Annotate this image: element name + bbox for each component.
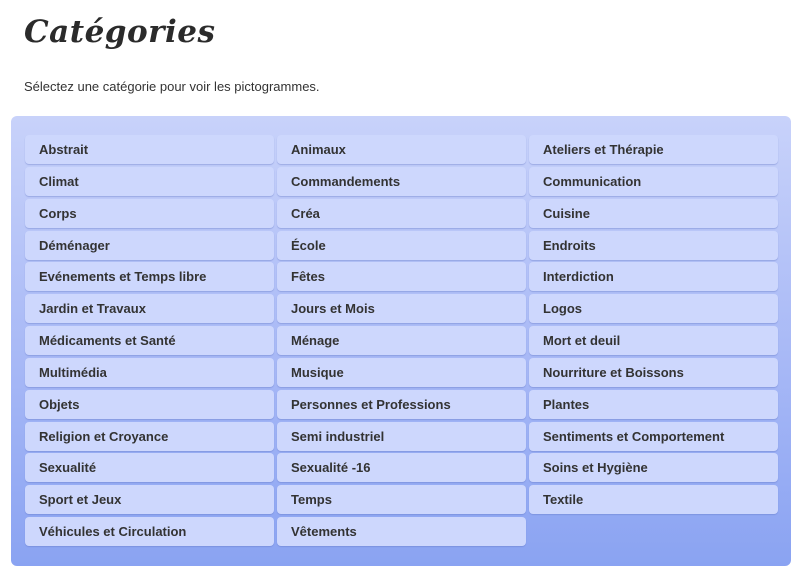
category-button-commandements[interactable]: Commandements (277, 167, 526, 196)
category-button-soins-hygiene[interactable]: Soins et Hygiène (529, 453, 778, 482)
category-button-musique[interactable]: Musique (277, 358, 526, 387)
category-button-sentiments-comportement[interactable]: Sentiments et Comportement (529, 422, 778, 451)
category-button-menage[interactable]: Ménage (277, 326, 526, 355)
category-button-crea[interactable]: Créa (277, 199, 526, 228)
category-button-objets[interactable]: Objets (25, 390, 274, 419)
category-button-multimedia[interactable]: Multimédia (25, 358, 274, 387)
category-button-mort-deuil[interactable]: Mort et deuil (529, 326, 778, 355)
category-button-climat[interactable]: Climat (25, 167, 274, 196)
category-button-semi-industriel[interactable]: Semi industriel (277, 422, 526, 451)
category-button-vetements[interactable]: Vêtements (277, 517, 526, 546)
category-button-cuisine[interactable]: Cuisine (529, 199, 778, 228)
category-panel (11, 116, 791, 566)
category-button-communication[interactable]: Communication (529, 167, 778, 196)
category-button-plantes[interactable]: Plantes (529, 390, 778, 419)
category-button-demenager[interactable]: Déménager (25, 231, 274, 260)
category-button-interdiction[interactable]: Interdiction (529, 262, 778, 291)
category-button-temps[interactable]: Temps (277, 485, 526, 514)
category-button-sexualite[interactable]: Sexualité (25, 453, 274, 482)
category-button-textile[interactable]: Textile (529, 485, 778, 514)
category-button-jardin-travaux[interactable]: Jardin et Travaux (25, 294, 274, 323)
category-button-jours-mois[interactable]: Jours et Mois (277, 294, 526, 323)
category-button-fetes[interactable]: Fêtes (277, 262, 526, 291)
category-button-abstrait[interactable]: Abstrait (25, 135, 274, 164)
category-button-sexualite-16[interactable]: Sexualité -16 (277, 453, 526, 482)
category-button-corps[interactable]: Corps (25, 199, 274, 228)
category-button-animaux[interactable]: Animaux (277, 135, 526, 164)
category-button-vehicules-circulation[interactable]: Véhicules et Circulation (25, 517, 274, 546)
category-button-logos[interactable]: Logos (529, 294, 778, 323)
category-button-medicaments-sante[interactable]: Médicaments et Santé (25, 326, 274, 355)
category-button-religion-croyance[interactable]: Religion et Croyance (25, 422, 274, 451)
category-button-sport-jeux[interactable]: Sport et Jeux (25, 485, 274, 514)
category-button-evenements-temps-libre[interactable]: Evénements et Temps libre (25, 262, 274, 291)
category-grid (25, 135, 778, 546)
category-button-nourriture-boissons[interactable]: Nourriture et Boissons (529, 358, 778, 387)
page-title: Catégories (24, 14, 216, 50)
page-subtitle: Sélectez une catégorie pour voir les pictogrammes. (24, 79, 320, 94)
category-button-ateliers-therapie[interactable]: Ateliers et Thérapie (529, 135, 778, 164)
category-button-endroits[interactable]: Endroits (529, 231, 778, 260)
category-button-personnes-professions[interactable]: Personnes et Professions (277, 390, 526, 419)
category-button-ecole[interactable]: École (277, 231, 526, 260)
